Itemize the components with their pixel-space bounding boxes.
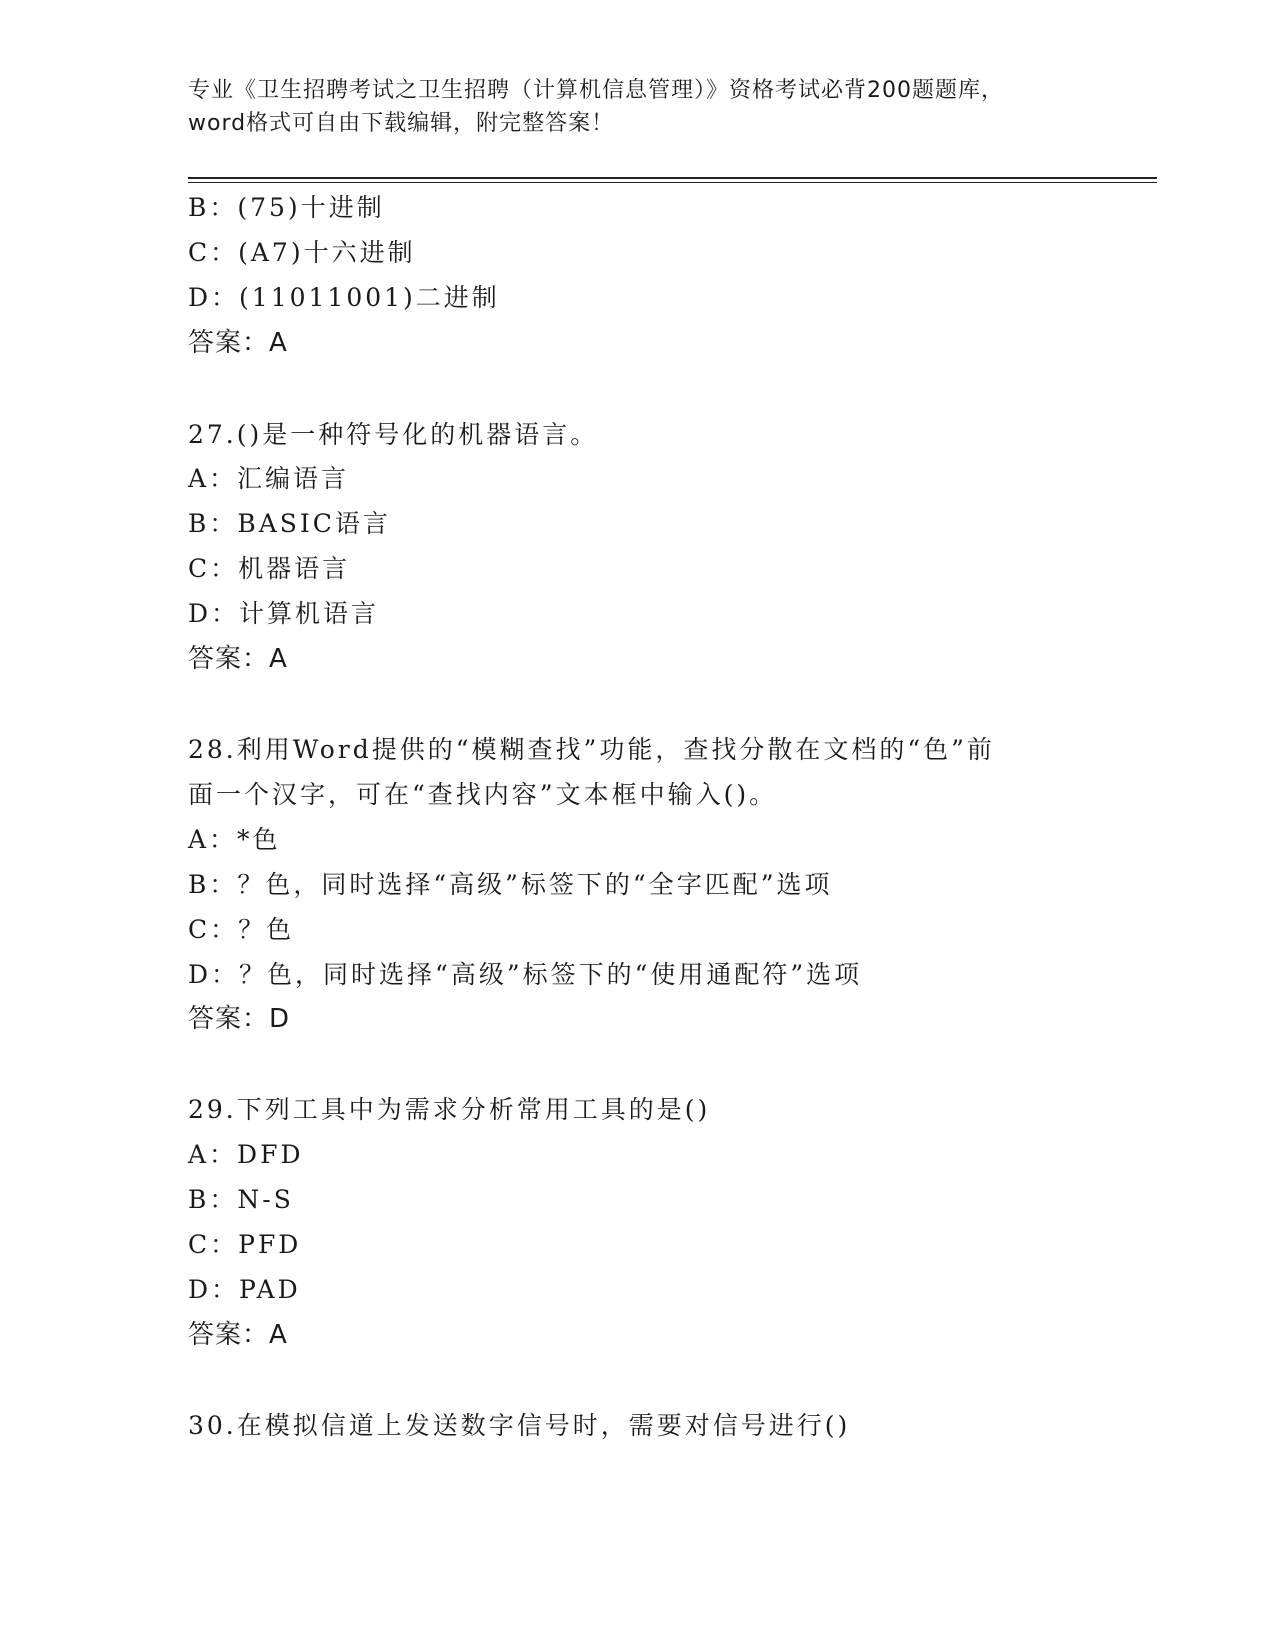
q29-stem: 29.下列工具中为需求分析常用工具的是() (188, 1095, 711, 1124)
q27-stem: 27.()是一种符号化的机器语言。 (188, 420, 599, 449)
q28-answer: 答案：D (188, 1004, 291, 1034)
document-header (188, 74, 1088, 140)
q28-option-b: B：？色，同时选择“高级”标签下的“全字匹配”选项 (188, 870, 833, 899)
q26-option-b: B：(75)十进制 (188, 193, 385, 222)
q28-stem-line-2: 面一个汉字，可在“查找内容”文本框中输入()。 (188, 780, 778, 809)
q26-option-d: D：(11011001)二进制 (188, 283, 500, 312)
header-divider-thick (188, 177, 1157, 179)
q28-stem-line-1: 28.利用Word提供的“模糊查找”功能，查找分散在文档的“色”前 (188, 735, 995, 764)
q28-option-a: A：*色 (188, 825, 281, 854)
q28-option-d: D：？色，同时选择“高级”标签下的“使用通配符”选项 (188, 960, 863, 989)
q28-option-c: C：？色 (188, 915, 295, 944)
q29-option-c: C：PFD (188, 1230, 302, 1259)
q29-option-a: A：DFD (188, 1140, 304, 1169)
q26-answer: 答案：A (188, 328, 288, 358)
header-line-1: 专业《卫生招聘考试之卫生招聘（计算机信息管理）》资格考试必背200题题库， (188, 78, 1004, 103)
q27-option-c: C：机器语言 (188, 554, 351, 583)
q27-option-b: B：BASIC语言 (188, 509, 391, 538)
q29-option-b: B：N-S (188, 1185, 294, 1214)
header-line-2: word格式可自由下载编辑，附完整答案！ (188, 111, 615, 136)
q29-option-d: D：PAD (188, 1275, 301, 1304)
q30-stem: 30.在模拟信道上发送数字信号时，需要对信号进行() (188, 1411, 851, 1440)
header-divider-thin (188, 182, 1157, 183)
q29-answer: 答案：A (188, 1320, 288, 1350)
q27-option-d: D：计算机语言 (188, 599, 380, 628)
q27-answer: 答案：A (188, 644, 288, 674)
q27-option-a: A：汇编语言 (188, 464, 350, 493)
q26-option-c: C：(A7)十六进制 (188, 238, 416, 267)
